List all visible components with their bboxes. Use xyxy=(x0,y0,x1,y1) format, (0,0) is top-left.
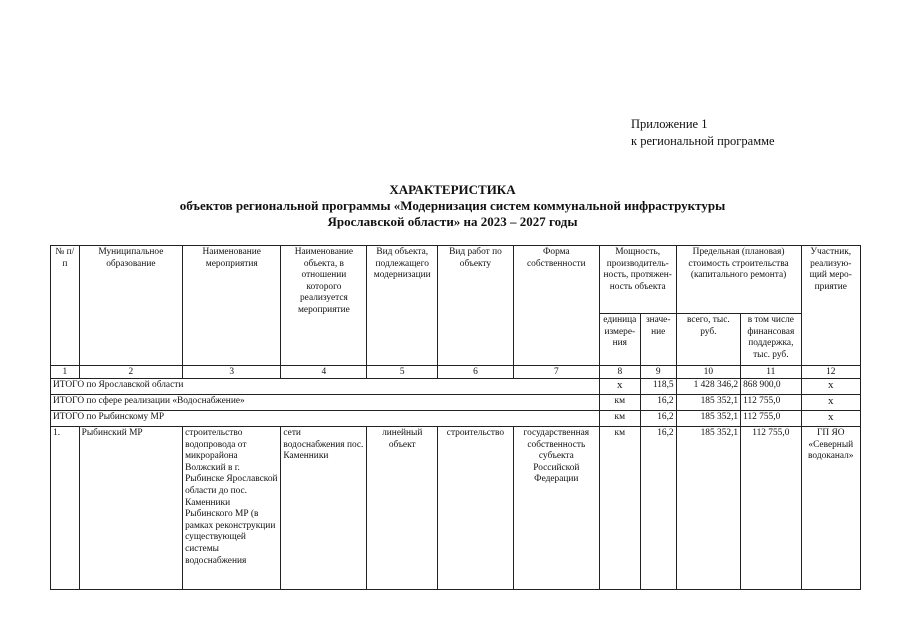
header-cost-support: в том числе финансовая поддержка, тыс. руб. xyxy=(741,314,801,366)
total-row-region xyxy=(51,379,861,395)
total-row-water-supply xyxy=(51,395,861,411)
total-label: ИТОГО по сфере реализации «Водоснабжение» xyxy=(51,395,600,411)
column-number: 3 xyxy=(183,366,281,379)
column-number: 9 xyxy=(640,366,676,379)
table-row xyxy=(51,427,861,590)
total-support: 112 755,0 xyxy=(741,395,801,411)
total-label: ИТОГО по Ярославской области xyxy=(51,379,600,395)
header-ownership: Форма собственности xyxy=(513,246,599,366)
row-participant: ГП ЯО «Северный водоканал» xyxy=(801,427,860,590)
header-unit: единица измере-ния xyxy=(599,314,640,366)
header-capacity: Мощность, производитель-ность, протяжен-ность объекта xyxy=(599,246,676,314)
row-cost-support: 112 755,0 xyxy=(741,427,801,590)
header-cost-total: всего, тыс. руб. xyxy=(676,314,741,366)
title-line-3: Ярославской области» на 2023 – 2027 годы xyxy=(327,214,578,229)
row-ownership: государственная собственность субъекта Российской Федерации xyxy=(513,427,599,590)
objects-table xyxy=(50,245,861,590)
total-participant: х xyxy=(801,411,860,427)
header-municipality: Муниципальное образование xyxy=(79,246,182,366)
header-row xyxy=(51,246,861,314)
column-number: 11 xyxy=(741,366,801,379)
title-line-2: объектов региональной программы «Модернизация систем коммунальной инфраструктуры xyxy=(179,198,726,213)
appendix-line-1: Приложение 1 xyxy=(631,117,708,131)
header-object-name: Наименование объекта, в отношении которого реализуется мероприятие xyxy=(281,246,367,366)
column-number: 4 xyxy=(281,366,367,379)
header-participant: Участник, реализую-щий меро-приятие xyxy=(801,246,860,366)
row-municipality: Рыбинский МР xyxy=(79,427,182,590)
header-object-type: Вид объекта, подлежащего модернизации xyxy=(367,246,438,366)
row-unit: км xyxy=(599,427,640,590)
appendix-line-2: к региональной программе xyxy=(631,134,775,148)
row-object-name: сети водоснабжения пос. Каменники xyxy=(281,427,367,590)
total-row-rybinsk xyxy=(51,411,861,427)
document-title xyxy=(90,182,815,230)
total-cost: 185 352,1 xyxy=(676,395,741,411)
title-line-1: ХАРАКТЕРИСТИКА xyxy=(389,182,516,197)
column-number: 1 xyxy=(51,366,80,379)
row-cost-total: 185 352,1 xyxy=(676,427,741,590)
row-work-type: строительство xyxy=(438,427,514,590)
total-unit: км xyxy=(599,411,640,427)
header-num: № п/п xyxy=(51,246,80,366)
column-number: 10 xyxy=(676,366,741,379)
row-event-name: строительство водопровода от микрорайона Волжский в г. Рыбинске Ярославской области до пос. Каменники Рыбинского МР (в рамках реконструкции существующей системы водоснабжения xyxy=(183,427,281,590)
header-value: значе-ние xyxy=(640,314,676,366)
column-number: 5 xyxy=(367,366,438,379)
appendix-note xyxy=(631,116,775,150)
column-number: 12 xyxy=(801,366,860,379)
total-value: 16,2 xyxy=(640,395,676,411)
total-label: ИТОГО по Рыбинскому МР xyxy=(51,411,600,427)
column-number-row xyxy=(51,366,861,379)
row-object-type: линейный объект xyxy=(367,427,438,590)
total-value: 118,5 xyxy=(640,379,676,395)
total-participant: х xyxy=(801,379,860,395)
total-unit: х xyxy=(599,379,640,395)
column-number: 8 xyxy=(599,366,640,379)
total-support: 112 755,0 xyxy=(741,411,801,427)
total-cost: 1 428 346,2 xyxy=(676,379,741,395)
total-value: 16,2 xyxy=(640,411,676,427)
header-event-name: Наименование мероприятия xyxy=(183,246,281,366)
total-unit: км xyxy=(599,395,640,411)
total-support: 868 900,0 xyxy=(741,379,801,395)
row-num: 1. xyxy=(51,427,80,590)
column-number: 7 xyxy=(513,366,599,379)
total-participant: х xyxy=(801,395,860,411)
total-cost: 185 352,1 xyxy=(676,411,741,427)
column-number: 6 xyxy=(438,366,514,379)
row-value: 16,2 xyxy=(640,427,676,590)
header-work-type: Вид работ по объекту xyxy=(438,246,514,366)
header-cost: Предельная (плановая) стоимость строительства (капитального ремонта) xyxy=(676,246,801,314)
column-number: 2 xyxy=(79,366,182,379)
